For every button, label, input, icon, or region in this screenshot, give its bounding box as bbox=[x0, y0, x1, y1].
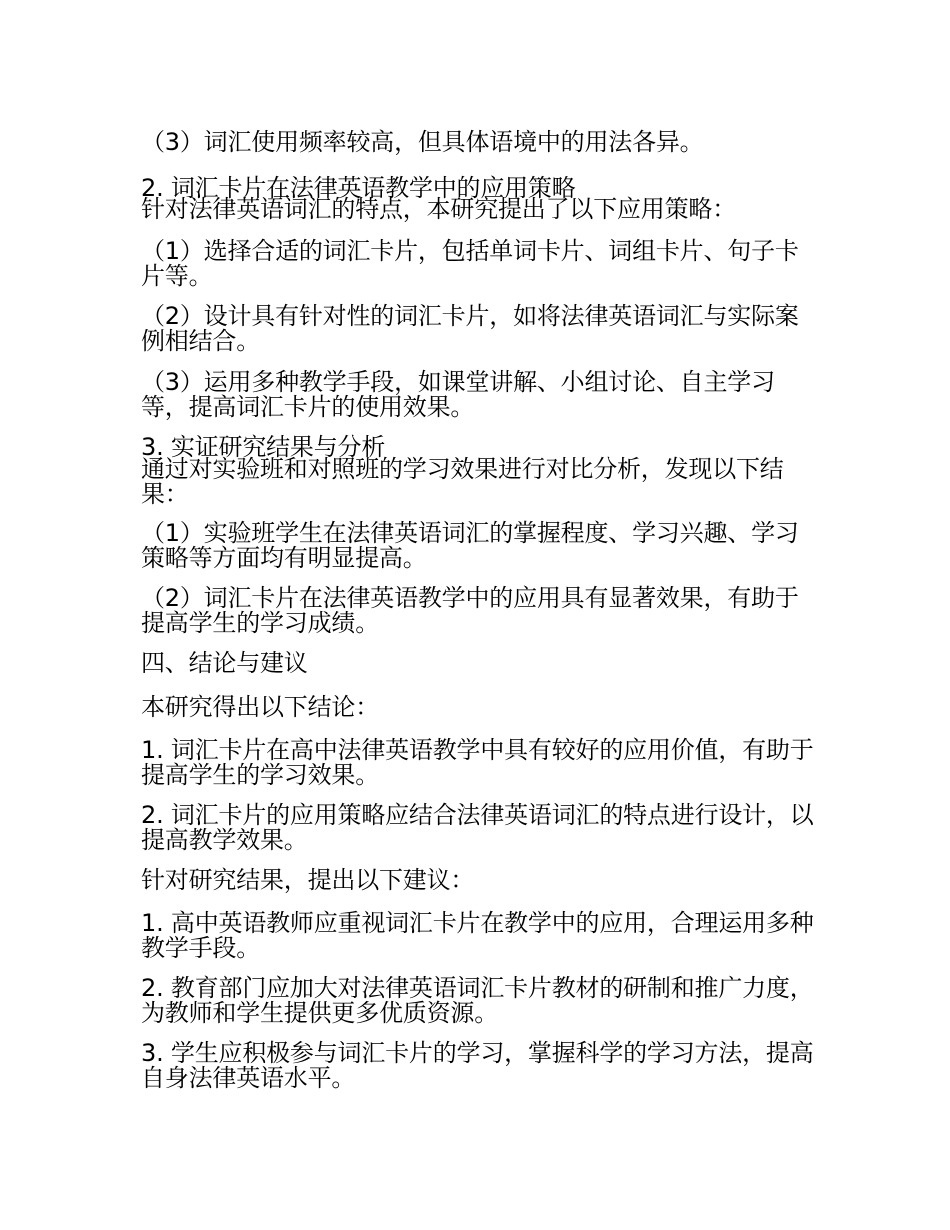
list-item: （3）运用多种教学手段，如课堂讲解、小组讨论、自主学习等，提高词汇卡片的使用效果。 bbox=[141, 368, 775, 421]
list-item: （1）选择合适的词汇卡片，包括单词卡片、词组卡片、句子卡片等。 bbox=[141, 237, 799, 290]
paragraph: （3）词汇使用频率较高，但具体语境中的用法各异。 bbox=[141, 128, 704, 156]
paragraph: 针对法律英语词汇的特点，本研究提出了以下应用策略： bbox=[141, 195, 736, 223]
list-item: （2）词汇卡片在法律英语教学中的应用具有显著效果，有助于提高学生的学习成绩。 bbox=[141, 584, 799, 637]
section-heading: 3. 实证研究结果与分析 bbox=[141, 433, 386, 461]
list-item: 1. 高中英语教师应重视词汇卡片在教学中的应用，合理运用多种教学手段。 bbox=[141, 909, 814, 962]
paragraph: 通过对实验班和对照班的学习效果进行对比分析，发现以下结果： bbox=[141, 455, 784, 508]
list-item: （1）实验班学生在法律英语词汇的掌握程度、学习兴趣、学习策略等方面均有明显提高。 bbox=[141, 519, 799, 572]
list-item: 2. 词汇卡片的应用策略应结合法律英语词汇的特点进行设计，以提高教学效果。 bbox=[141, 801, 814, 854]
list-item: （2）设计具有针对性的词汇卡片，如将法律英语词汇与实际案例相结合。 bbox=[141, 302, 799, 355]
list-item: 1. 词汇卡片在高中法律英语教学中具有较好的应用价值，有助于提高学生的学习效果。 bbox=[141, 736, 814, 789]
list-item: 3. 学生应积极参与词汇卡片的学习，掌握科学的学习方法，提高自身法律英语水平。 bbox=[141, 1039, 814, 1092]
section-heading: 2. 词汇卡片在法律英语教学中的应用策略 bbox=[141, 174, 576, 202]
list-item: 2. 教育部门应加大对法律英语词汇卡片教材的研制和推广力度，为教师和学生提供更多优质资源。 bbox=[141, 974, 814, 1027]
paragraph: 本研究得出以下结论： bbox=[141, 693, 379, 721]
section-heading: 四、结论与建议 bbox=[141, 649, 308, 677]
paragraph: 针对研究结果，提出以下建议： bbox=[141, 866, 475, 894]
